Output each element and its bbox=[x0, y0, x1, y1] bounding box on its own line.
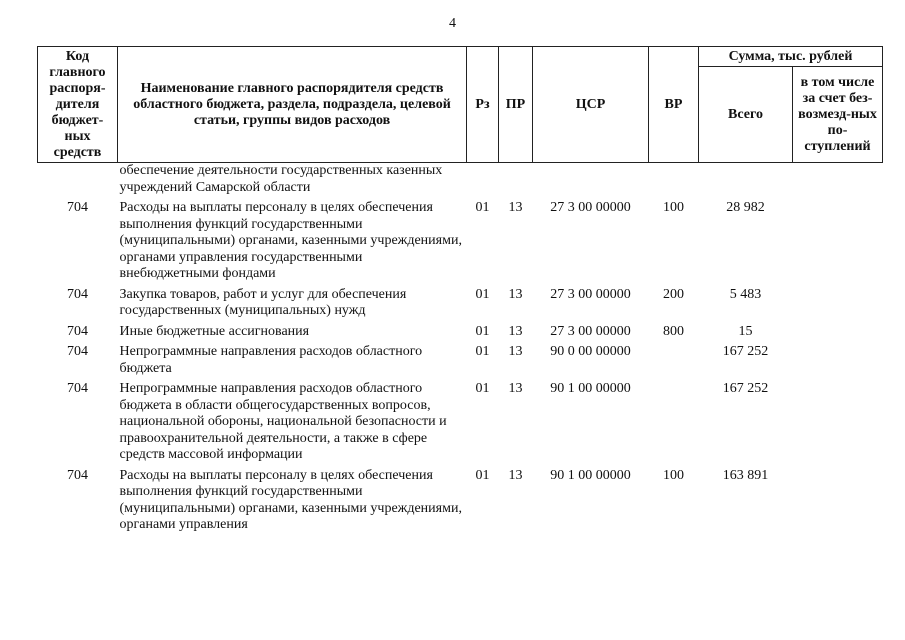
cell-rz: 01 bbox=[475, 467, 490, 483]
table-row bbox=[38, 379, 883, 466]
cell-name: Расходы на выплаты персоналу в целях обеспечения выполнения функций государственными (муниципальными) органами, казенными учреждениями, органами управления государственными внебюджетными фондами bbox=[119, 200, 462, 281]
cell-grants bbox=[793, 285, 883, 322]
cell-total: 163 891 bbox=[722, 467, 769, 483]
cell-csr: 27 3 00 00000 bbox=[550, 323, 631, 339]
header-sum-group: Сумма, тыс. рублей bbox=[699, 47, 883, 67]
header-total: Всего bbox=[699, 67, 793, 163]
cell-csr: 27 3 00 00000 bbox=[550, 200, 631, 215]
cell-empty bbox=[467, 163, 883, 199]
cell-pr: 13 bbox=[508, 381, 523, 396]
cell-name: Расходы на выплаты персоналу в целях обеспечения выполнения функций государственными (муниципальными) органами, казенными учреждениями, органами управления bbox=[119, 467, 462, 532]
cell-grants bbox=[793, 466, 883, 536]
cell-code: 704 bbox=[67, 344, 88, 359]
cell-name: Непрограммные направления расходов областного бюджета bbox=[119, 344, 423, 376]
cell-csr: 90 1 00 00000 bbox=[550, 467, 631, 483]
cell-rz: 01 bbox=[475, 381, 490, 396]
table-header bbox=[38, 47, 883, 163]
cell-name: Непрограммные направления расходов областного бюджета в области общегосударственных вопросов, национальной обороны, национальной безопасности и правоохранительной деятельности, а также в сфере средств массовой информации bbox=[119, 381, 447, 462]
table-row bbox=[38, 322, 883, 343]
table-body bbox=[38, 163, 883, 536]
header-pr: ПР bbox=[499, 47, 533, 163]
cell-vr bbox=[649, 342, 699, 379]
cell-name: обеспечение деятельности государственных казенных учреждений Самарской области bbox=[119, 163, 443, 195]
header-rz: Рз bbox=[467, 47, 499, 163]
cell-total: 5 483 bbox=[729, 286, 762, 302]
table-row bbox=[38, 285, 883, 322]
cell-total: 15 bbox=[738, 323, 753, 339]
cell-vr: 100 bbox=[663, 467, 684, 483]
table-row bbox=[38, 198, 883, 285]
cell-pr: 13 bbox=[508, 344, 523, 359]
table-row-continuation bbox=[38, 163, 883, 199]
cell-code: 704 bbox=[67, 323, 88, 339]
cell-rz: 01 bbox=[475, 286, 490, 302]
cell-csr: 90 1 00 00000 bbox=[550, 381, 631, 396]
header-code: Код главного распоря-дителя бюджет-ных средств bbox=[38, 47, 118, 163]
cell-code: 704 bbox=[67, 381, 88, 396]
page-number: 4 bbox=[449, 16, 456, 31]
cell-grants bbox=[793, 342, 883, 379]
header-grants: в том числе за счет без-возмезд-ных по-ступлений bbox=[793, 67, 883, 163]
cell-csr: 27 3 00 00000 bbox=[550, 286, 631, 302]
cell-code bbox=[38, 163, 118, 199]
cell-pr: 13 bbox=[508, 200, 523, 215]
cell-grants bbox=[793, 198, 883, 285]
cell-name: Закупка товаров, работ и услуг для обеспечения государственных (муниципальных) нужд bbox=[119, 286, 407, 318]
cell-rz: 01 bbox=[475, 323, 490, 339]
header-vr: ВР bbox=[649, 47, 699, 163]
cell-csr: 90 0 00 00000 bbox=[550, 344, 631, 359]
cell-grants bbox=[793, 322, 883, 343]
cell-total: 167 252 bbox=[722, 344, 769, 359]
header-csr: ЦСР bbox=[533, 47, 649, 163]
cell-total: 167 252 bbox=[722, 381, 769, 396]
cell-rz: 01 bbox=[475, 200, 490, 215]
cell-rz: 01 bbox=[475, 344, 490, 359]
cell-vr: 100 bbox=[663, 200, 684, 215]
cell-pr: 13 bbox=[508, 286, 523, 302]
cell-code: 704 bbox=[67, 467, 88, 483]
cell-name: Иные бюджетные ассигнования bbox=[119, 323, 310, 339]
cell-pr: 13 bbox=[508, 323, 523, 339]
table-row bbox=[38, 342, 883, 379]
cell-code: 704 bbox=[67, 286, 88, 302]
budget-table bbox=[37, 46, 883, 536]
header-name: Наименование главного распорядителя средств областного бюджета, раздела, подраздела, целевой статьи, группы видов расходов bbox=[118, 47, 467, 163]
cell-code: 704 bbox=[67, 200, 88, 215]
cell-pr: 13 bbox=[508, 467, 523, 483]
cell-vr bbox=[649, 379, 699, 466]
cell-vr: 200 bbox=[663, 286, 684, 302]
cell-total: 28 982 bbox=[726, 200, 765, 215]
table-row bbox=[38, 466, 883, 536]
cell-grants bbox=[793, 379, 883, 466]
cell-vr: 800 bbox=[663, 323, 684, 339]
